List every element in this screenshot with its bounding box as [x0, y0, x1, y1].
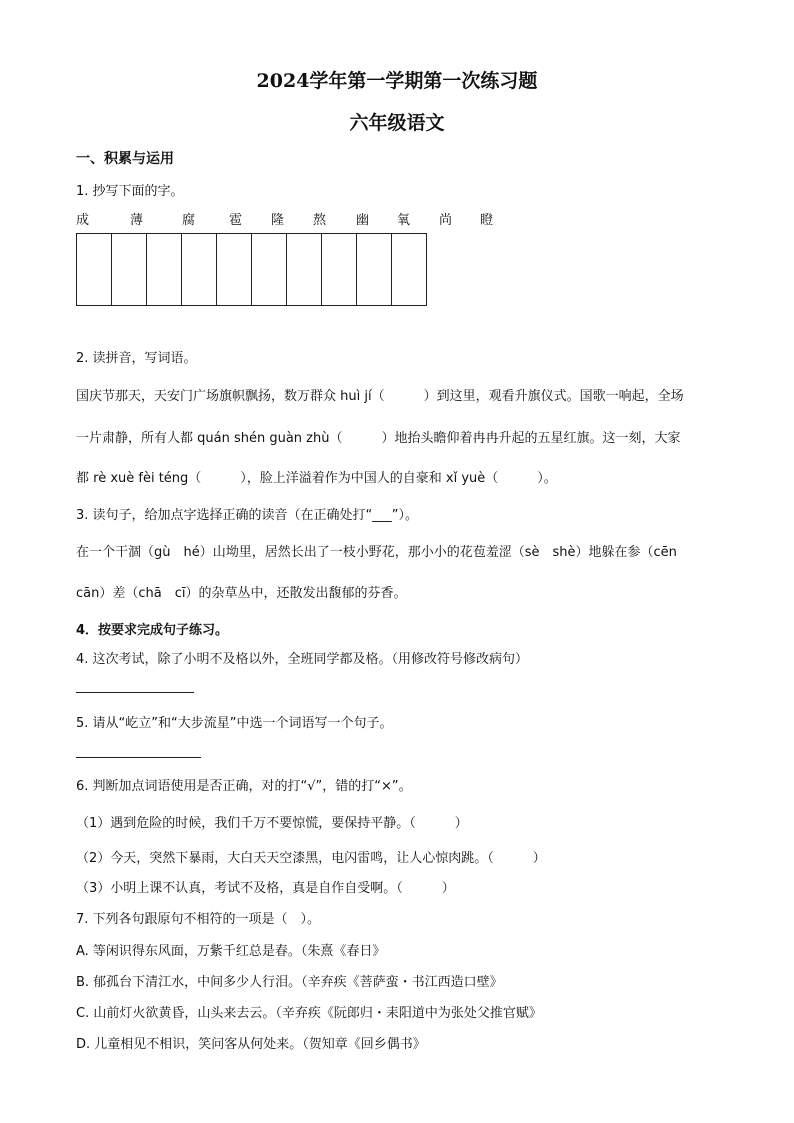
copy-characters-row [76, 209, 516, 227]
question-6-item: （2）今天，突然下暴雨，大白天天空漆黑，电闪雷鸣，让人心惊肉跳。（ ） [76, 851, 546, 866]
section-heading-1: 一、积累与运用 [76, 151, 174, 167]
question-2-prompt: 2. 读拼音，写词语。 [76, 351, 197, 366]
copy-char: 幽 [356, 213, 370, 228]
section-heading-4: 4．按要求完成句子练习。 [76, 623, 229, 638]
writing-cell[interactable] [217, 234, 252, 306]
writing-cell[interactable] [182, 234, 217, 306]
question-4-prompt: 4. 这次考试，除了小明不及格以外，全班同学都及格。（用修改符号修改病句） [76, 652, 529, 667]
writing-cell[interactable] [322, 234, 357, 306]
copy-char: 成 [76, 213, 90, 228]
question-6-item: （1）遇到危险的时候，我们千万不要惊慌，要保持平静。（ ） [76, 816, 468, 831]
writing-grid [76, 233, 427, 306]
writing-cell[interactable] [357, 234, 392, 306]
question-2-line: 国庆节那天，天安门广场旗帜飘扬，数万群众 huì jí（ ）到这里，观看升旗仪式。国歌一响起，全场 [76, 389, 684, 404]
writing-cell[interactable] [147, 234, 182, 306]
copy-char: 腐 [182, 213, 196, 228]
question-6-prompt: 6. 判断加点词语使用是否正确，对的打“√”，错的打“×”。 [76, 779, 412, 794]
copy-char: 隆 [271, 213, 285, 228]
page-title: 2024学年第一学期第一次练习题 [256, 70, 538, 92]
writing-cell[interactable] [392, 234, 427, 306]
copy-char: 尚 [439, 213, 453, 228]
question-7-prompt: 7. 下列各句跟原句不相符的一项是（ ）。 [76, 912, 321, 927]
copy-char: 雹 [229, 213, 243, 228]
question-1-prompt: 1. 抄写下面的字。 [76, 184, 184, 199]
copy-char: 薄 [130, 213, 144, 228]
writing-cell[interactable] [77, 234, 112, 306]
writing-cell[interactable] [252, 234, 287, 306]
question-7-option: C. 山前灯火欲黄昏，山头来去云。（辛弃疾《阮郎归・耒阳道中为张处父推官赋》 [76, 1006, 542, 1021]
question-6-item: （3）小明上课不认真，考试不及格，真是自作自受啊。（ ） [76, 881, 455, 896]
question-5-prompt: 5. 请从“屹立”和“大步流星”中选一个词语写一个句子。 [76, 716, 393, 731]
page-subtitle: 六年级语文 [349, 112, 445, 134]
question-7-option: A. 等闲识得东风面，万紫千红总是春。（朱熹《春日》 [76, 944, 386, 959]
writing-cell[interactable] [287, 234, 322, 306]
question-3-line: 在一个干涸（gù hé）山坳里，居然长出了一枝小野花，那小小的花苞羞涩（sè shè）地躲在参（cēn [76, 545, 677, 560]
question-3-line: cān）差（chā cī）的杂草丛中，还散发出馥郁的芬香。 [76, 586, 407, 601]
question-2-line: 一片肃静，所有人都 quán shén guàn zhù（ ）地抬头瞻仰着冉冉升起的五星红旗。这一刻，大家 [76, 431, 681, 446]
writing-cell[interactable] [112, 234, 147, 306]
answer-line-4[interactable] [76, 692, 194, 693]
question-7-option: D. 儿童相见不相识，笑问客从何处来。（贺知章《回乡偶书》 [76, 1037, 426, 1052]
question-2-line: 都 rè xuè fèi téng（ ），脸上洋溢着作为中国人的自豪和 xǐ yuè（ ）。 [76, 471, 557, 486]
copy-char: 熬 [313, 213, 327, 228]
copy-char: 氧 [397, 213, 411, 228]
question-7-option: B. 郁孤台下清江水，中间多少人行泪。（辛弃疾《菩萨蛮・书江西造口壁》 [76, 975, 503, 990]
copy-char: 瞪 [480, 213, 494, 228]
answer-line-5[interactable] [76, 757, 201, 758]
question-3-prompt: 3. 读句子，给加点字选择正确的读音（在正确处打“___”）。 [76, 508, 419, 523]
